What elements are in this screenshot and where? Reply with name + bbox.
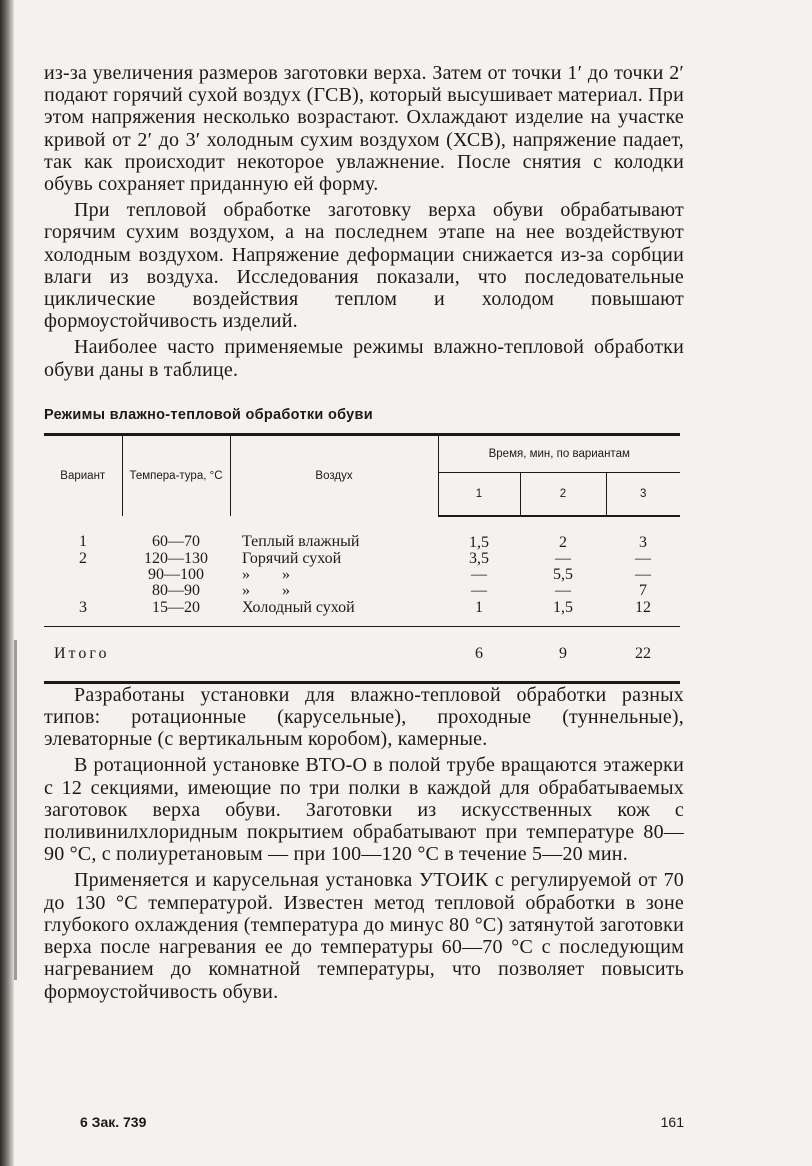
table-title: Режимы влажно-тепловой обработки обуви	[44, 406, 373, 423]
total-label: Итого	[44, 626, 438, 682]
paragraph-5: В ротационной установке ВТО-О в полой трубе вращаются этажерки с 12 секциями, имеющие по три полки в каждой для обрабатываемых заготовок верха обуви. Заготовки из искусственных кож с поливинилхлоридным покрытием обрабатывают при температуре 80—90 °С, с полиуретановым — при 100—120 °С в течение 5—20 мин.	[44, 754, 684, 866]
header-temperature: Темпера-тура, °С	[122, 434, 230, 516]
cell-air: Горячий сухой	[242, 550, 342, 568]
cell-time-3: —	[635, 566, 651, 584]
cell-time-3: 12	[635, 598, 651, 616]
table-row	[44, 516, 680, 551]
paragraph-6: Применяется и карусельная установка УТОИК с регулируемой от 70 до 130 °С температурой. Известен метод тепловой обработки в зоне глубокого охлаждения (температура до минус 80 °С) затянутой заготовки верха после нагревания ее до температуры 60—70 °С с последующим нагреванием до комнатной температуры, что позволяет повысить формоустойчивость обуви.	[44, 869, 684, 1003]
print-code: 6 Зак. 739	[80, 1114, 147, 1130]
header-time: Время, мин, по вариантам	[438, 434, 680, 472]
table-total-row	[44, 626, 680, 682]
cell-air: Теплый влажный	[242, 533, 360, 551]
cell-time-1: 3,5	[469, 550, 489, 568]
header-variant-1: 1	[438, 472, 520, 516]
cell-time-1: —	[471, 566, 487, 584]
paragraph-1: из-за увеличения размеров заготовки верха. Затем от точки 1′ до точки 2′ подают горячий сухой воздух (ГСВ), который высушивает материал. При этом напряжения несколько возрастают. Охлаждают изделие на участке кривой от 2′ до 3′ холодным сухим воздухом (ХСВ), напряжение падает, так как происходит некоторое увлажнение. После снятия с колодки обувь сохраняет приданную ей форму.	[44, 62, 684, 196]
cell-variant: 3	[79, 598, 87, 616]
processing-modes-table	[44, 433, 680, 684]
cell-temp: 90—100	[148, 566, 204, 584]
cell-variant: 2	[79, 550, 87, 568]
scan-binding-mark	[14, 640, 17, 980]
header-variant-3: 3	[606, 472, 680, 516]
total-time-1: 6	[438, 626, 520, 682]
cell-temp: 15—20	[152, 598, 200, 616]
page-number: 161	[660, 1114, 684, 1130]
header-variant-2: 2	[520, 472, 606, 516]
total-time-3: 22	[606, 626, 680, 682]
cell-time-1: 1	[475, 598, 483, 616]
scan-edge-shadow	[0, 0, 14, 1166]
total-time-2: 9	[520, 626, 606, 682]
cell-air: Холодный сухой	[242, 598, 355, 616]
cell-variant: 1	[79, 533, 87, 551]
cell-time-3: —	[635, 550, 651, 568]
cell-time-2: 2	[559, 533, 567, 551]
cell-time-3: 7	[639, 582, 647, 600]
cell-time-1: —	[471, 582, 487, 600]
cell-time-2: 5,5	[553, 566, 573, 584]
cell-time-1: 1,5	[469, 533, 489, 551]
cell-time-2: 1,5	[553, 598, 573, 616]
table-row	[44, 551, 680, 567]
header-air: Воздух	[230, 434, 438, 516]
cell-temp: 80—90	[152, 582, 200, 600]
table-row	[44, 583, 680, 599]
paragraph-3: Наиболее часто применяемые режимы влажно-тепловой обработки обуви даны в таблице.	[44, 336, 684, 381]
table-row	[44, 600, 680, 627]
cell-time-2: —	[555, 550, 571, 568]
cell-time-3: 3	[639, 533, 647, 551]
cell-time-2: —	[555, 582, 571, 600]
cell-variant	[44, 583, 122, 599]
cell-variant	[44, 567, 122, 583]
cell-temp: 120—130	[144, 550, 208, 568]
page-content	[44, 62, 684, 1003]
paragraph-4: Разработаны установки для влажно-тепловой обработки разных типов: ротационные (карусельные), проходные (туннельные), элеваторные (с вертикальным коробом), камерные.	[44, 683, 684, 751]
table-row	[44, 567, 680, 583]
paragraph-2: При тепловой обработке заготовку верха обуви обрабатывают горячим сухим воздухом, а на последнем этапе на нее воздействуют холодным воздухом. Напряжение деформации снижается из-за сорбции влаги из воздуха. Исследования показали, что последовательные циклические воздействия теплом и холодом повышают формоустойчивость изделий.	[44, 199, 684, 333]
cell-air: » »	[242, 566, 290, 584]
cell-temp: 60—70	[152, 533, 200, 551]
header-variant: Вариант	[44, 434, 122, 516]
cell-air: » »	[242, 582, 290, 600]
